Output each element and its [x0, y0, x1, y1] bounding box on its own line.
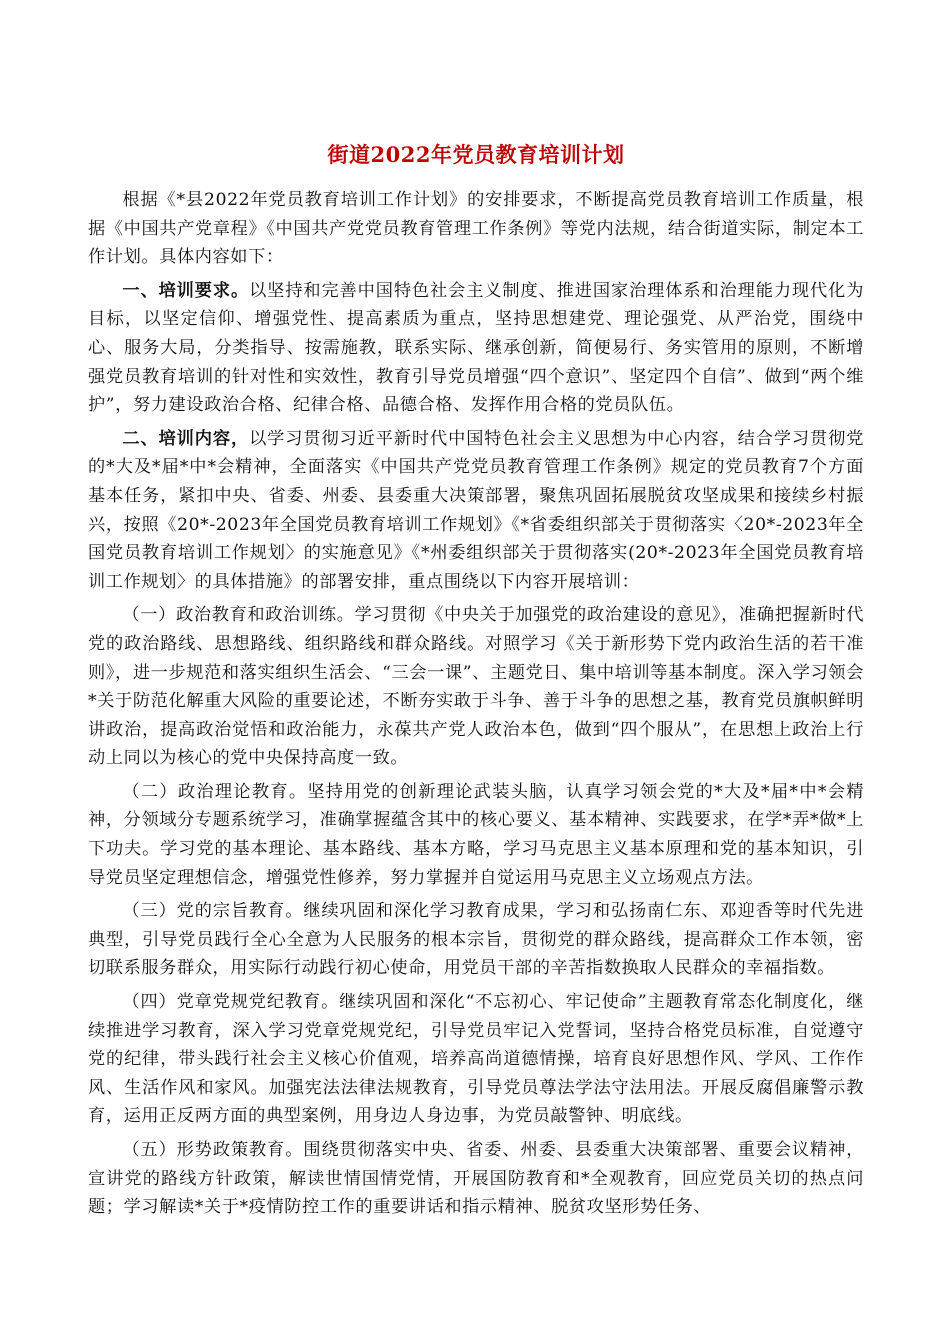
paragraph-text: （四）党章党规党纪教育。继续巩固和深化“不忘初心、牢记使命”主题教育常态化制度化，继续推进学习教育，深入学习党章党规党纪，引导党员牢记入党誓词，坚持合格党员标准，自觉遵守党的纪律，带头践行社会主义核心价值观，培养高尚道德情操，培育良好思想作风、学风、工作作风、生活作风和家风。加强宪法法律法规教育，引导党员尊法学法守法用法。开展反腐倡廉警示教育，运用正反两方面的典型案例，用身边人身边事，为党员敲警钟、明底线。	[88, 992, 864, 1127]
paragraph-text: （三）党的宗旨教育。继续巩固和深化学习教育成果，学习和弘扬南仁东、邓迎香等时代先进典型，引导党员践行全心全意为人民服务的根本宗旨，贯彻党的群众路线，提高群众工作本领，密切联系服务群众，用实际行动践行初心使命，用党员干部的辛苦指数换取人民群众的幸福指数。	[88, 901, 864, 979]
paragraph-text: （二）政治理论教育。坚持用党的创新理论武装头脑，认真学习领会党的*大及*届*中*会精神，分领域分专题系统学习，准确掌握蕴含其中的核心要义、基本精神、实践要求，在学*弄*做*上下功夫。学习党的基本理论、基本路线、基本方略，学习马克思主义基本原理和党的基本知识，引导党员坚定理想信念，增强党性修养，努力掌握并自觉运用马克思主义立场观点方法。	[88, 781, 864, 888]
subsection-purpose-education	[88, 897, 864, 983]
section-training-content	[88, 425, 864, 597]
paragraph-text: （五）形势政策教育。围绕贯彻落实中央、省委、州委、县委重大决策部署、重要会议精神，宣讲党的路线方针政策，解读世情国情党情，开展国防教育和*全观教育，回应党员关切的热点问题；学习解读*关于*疫情防控工作的重要讲话和指示精神、脱贫攻坚形势任务、	[88, 1140, 864, 1218]
paragraph-text: 根据《*县2022年党员教育培训工作计划》的安排要求，不断提高党员教育培训工作质量，根据《中国共产党章程》《中国共产党党员教育管理工作条例》等党内法规，结合街道实际，制定本工作计划。具体内容如下：	[88, 190, 864, 268]
section-heading: 二、培训内容，	[122, 428, 250, 449]
paragraph-text: （一）政治教育和政治训练。学习贯彻《中央关于加强党的政治建设的意见》，准确把握新时代党的政治路线、思想路线、组织路线和群众路线。对照学习《关于新形势下党内政治生活的若干准则》，进一步规范和落实组织生活会、“三会一课”、主题党日、集中培训等基本制度。深入学习领会*关于防范化解重大风险的重要论述，不断夯实敢于斗争、善于斗争的思想之基，教育党员旗帜鲜明讲政治，提高政治觉悟和政治能力，永葆共产党人政治本色，做到“四个服从”，在思想上政治上行动上同以为核心的党中央保持高度一致。	[88, 605, 864, 769]
subsection-theory-education	[88, 778, 864, 892]
section-heading: 一、培训要求。	[122, 280, 250, 301]
paragraph-text: 以学习贯彻习近平新时代中国特色社会主义思想为中心内容，结合学习贯彻党的*大及*届*中*会精神，全面落实《中国共产党党员教育管理工作条例》规定的党员教育7个方面基本任务，紧扣中央、省委、州委、县委重大决策部署，聚焦巩固拓展脱贫攻坚成果和接续乡村振兴，按照《20*-2023年全国党员教育培训工作规划》《*省委组织部关于贯彻落实〈20*-2023年全国党员教育培训工作规划〉的实施意见》《*州委组织部关于贯彻落实(20*-2023年全国党员教育培训工作规划〉的具体措施》的部署安排，重点围绕以下内容开展培训：	[88, 428, 864, 592]
section-training-requirements	[88, 277, 864, 420]
paragraph-text: 以坚持和完善中国特色社会主义制度、推进国家治理体系和治理能力现代化为目标，以坚定信仰、增强党性、提高素质为重点，坚持思想建党、理论强党、从严治党，围绕中心、服务大局，分类指导、按需施教，联系实际、继承创新，简便易行、务实管用的原则，不断增强党员教育培训的针对性和实效性，教育引导党员增强“四个意识”、坚定四个自信”、做到“两个维护”，努力建设政治合格、纪律合格、品德合格、发挥作用合格的党员队伍。	[88, 280, 864, 416]
subsection-political-education	[88, 601, 864, 773]
document-page	[88, 140, 864, 1227]
subsection-policy-education	[88, 1136, 864, 1222]
subsection-discipline-education	[88, 988, 864, 1131]
intro-paragraph	[88, 186, 864, 272]
document-title: 街道2022年党员教育培训计划	[327, 142, 625, 167]
